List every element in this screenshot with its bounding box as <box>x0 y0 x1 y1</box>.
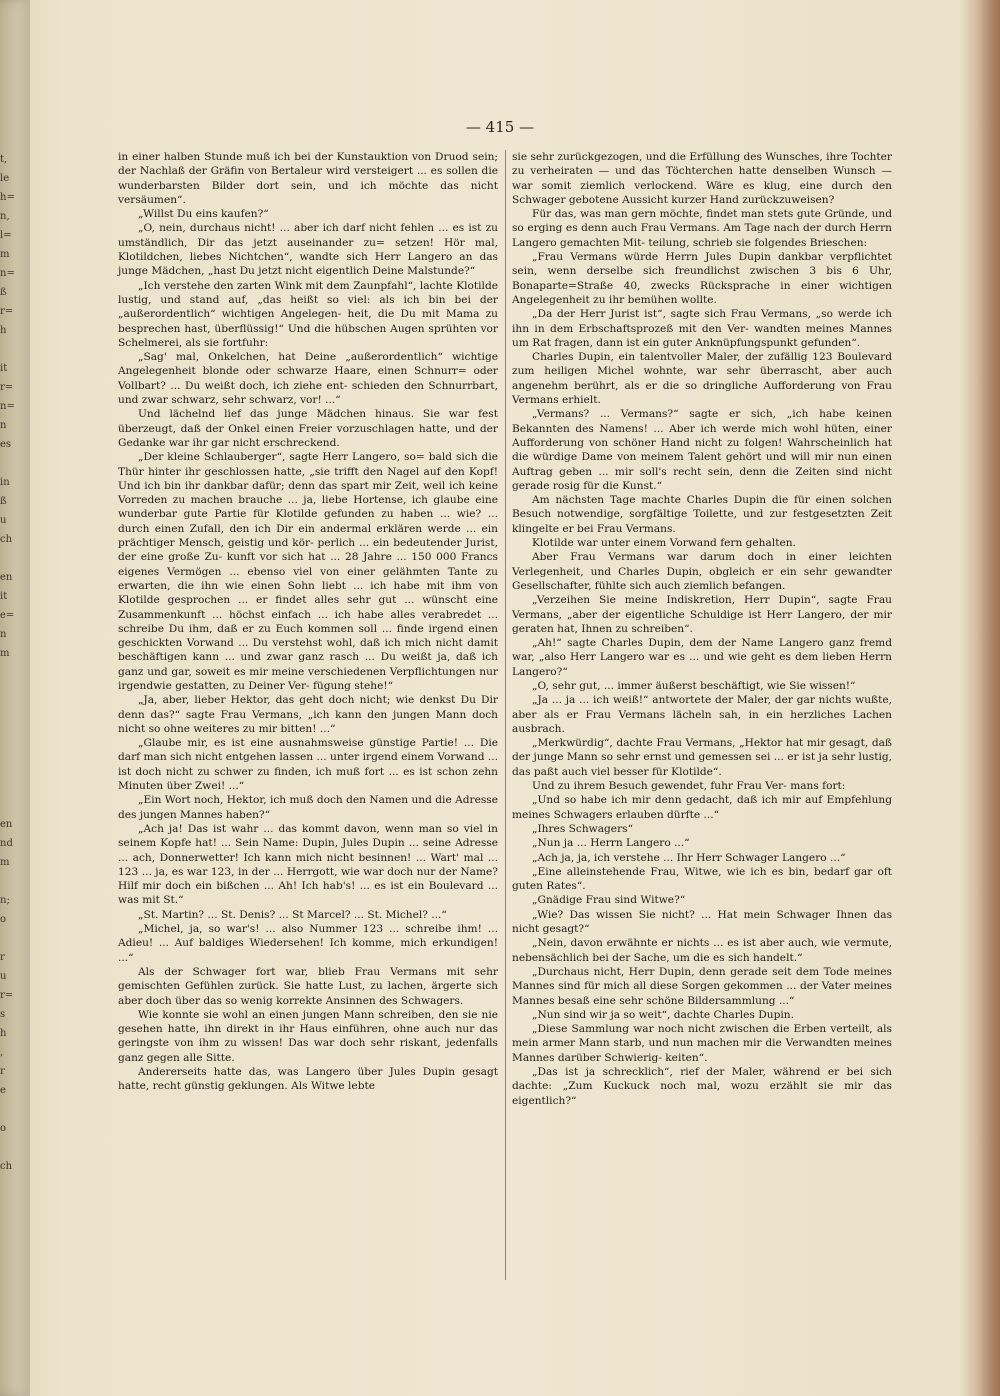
paragraph: „Ach ja! Das ist wahr ... das kommt davon, wenn man so viel in seinem Kopfe hat! ... Sein Name: Dupin, Jules Dupin ... seine Adresse ... ach, Donnerwetter! Ich kann mich nicht besinnen! ... Wart' mal ... 123 ... ja, es war 123, in der ... Herrgott, wie war doch nur der Name? Hilf mir doch ein bißchen ... Ah! Ich hab's! ... es ist ein Boulevard ... was mit St.“ <box>118 822 498 907</box>
paragraph: „Nun ja ... Herrn Langero ...“ <box>532 837 690 850</box>
paragraph: „Vermans? ... Vermans?“ sagte er sich, „ich habe keinen Bekannten des Namens! ... Aber ich werde mich wohl hüten, einer Aufforderung von schöner Hand nicht zu folgen! Wahrscheinlich hat die würdige Dame von meinem Talent gehört und will mir nun einen Auftrag geben ... mir soll's recht sein, denn die Zeiten sind nicht gerade rosig für die Kunst.“ <box>512 408 892 492</box>
paragraph: in einer halben Stunde muß ich bei der Kunstauktion von Druod sein; der Nachlaß der Gräfin von Bertaleur wird versteigert ... es sollen die wunderbarsten Bilder dort sein, und ich möchte das nicht versäumen“. <box>118 151 498 206</box>
paragraph: „Verzeihen Sie meine Indiskretion, Herr Dupin“, sagte Frau Vermans, „aber der eigentliche Schuldige ist Herr Langero, der mir geraten hat, Ihnen zu schreiben“. <box>512 594 892 635</box>
paragraph: Aber Frau Vermans war darum doch in einer leichten Verlegenheit, und Charles Dupin, obgleich er ein sehr gewandter Gesellschafter, fühlte sich auch ziemlich befangen. <box>512 551 892 592</box>
paragraph: „Das ist ja schrecklich“, rief der Maler, während er bei sich dachte: „Zum Kuckuck noch mal, wozu erzählt sie mir das eigentlich?“ <box>512 1066 892 1107</box>
paragraph: „Diese Sammlung war noch nicht zwischen die Erben verteilt, als mein armer Mann starb, und nun machen mir die Verwandten meines Mannes darüber Schwierig- keiten“. <box>512 1023 892 1064</box>
paragraph: „Glaube mir, es ist eine ausnahmsweise günstige Partie! ... Die darf man sich nicht entgehen lassen ... unter irgend einem Vorwand ... ist doch nicht zu schwer zu finden, ich muß fort ... es ist schon zehn Minuten über Zwei! ...“ <box>118 737 498 793</box>
page-edge-shadow <box>978 0 1000 1396</box>
paragraph: Und zu ihrem Besuch gewendet, fuhr Frau Ver- mans fort: <box>532 780 846 793</box>
previous-page-edge <box>0 0 30 1396</box>
paragraph: „Ich verstehe den zarten Wink mit dem Zaunpfahl“, lachte Klotilde lustig, und stand auf, „das heißt so viel: als ich bin bei der „außerordentlich“ wichtigen Angelegen- heit, die Du mit Mama zu besprechen hast, überflüssig!“ Und die hübschen Augen sprühten vor Schelmerei, als sie fortfuhr: <box>118 279 498 349</box>
paragraph: „Sag' mal, Onkelchen, hat Deine „außerordentlich“ wichtige Angelegenheit blonde oder schwarze Haare, einen Schnurr= oder Vollbart? ... Du weißt doch, ich ziehe ent- schieden den Schnurrbart, und zwar schwarz, sehr schwarz, vor! ...“ <box>118 351 498 407</box>
right-column <box>512 150 892 1108</box>
left-column <box>118 150 498 1094</box>
paragraph: „Da der Herr Jurist ist“, sagte sich Frau Vermans, „so werde ich ihn in dem Erbschaftsprozeß mit den Ver- wandten meines Mannes um Rat fragen, dann ist ein guter Anknüpfungspunkt gefunden“. <box>512 308 892 349</box>
paragraph: „Ein Wort noch, Hektor, ich muß doch den Namen und die Adresse des jungen Mannes haben?“ <box>118 794 498 821</box>
paragraph: „Merkwürdig“, dachte Frau Vermans, „Hektor hat mir gesagt, daß der junge Mann so sehr ernst und gemessen sei ... er ist ja sehr lustig, das paßt auch viel besser für Klotilde“. <box>512 737 892 778</box>
paragraph: „Ah!“ sagte Charles Dupin, dem der Name Langero ganz fremd war, „also Herr Langero war es ... und wie geht es dem lieben Herrn Langero?“ <box>512 637 892 678</box>
paragraph: „Wie? Das wissen Sie nicht? ... Hat mein Schwager Ihnen das nicht gesagt?“ <box>512 908 892 936</box>
paragraph: Wie konnte sie wohl an einen jungen Mann schreiben, den sie nie gesehen hatte, ihn direkt in ihr Haus einführen, ohne auch nur das geringste von ihm zu wissen! Das war doch sehr riskant, jedenfalls ganz gegen alle Sitte. <box>118 1008 498 1064</box>
paragraph: „Michel, ja, so war's! ... also Nummer 123 ... schreibe ihm! ... Adieu! ... Auf baldiges Wiedersehen! Ich komme, mich erkundigen! ...“ <box>118 923 498 964</box>
paragraph: „Frau Vermans würde Herrn Jules Dupin dankbar verpflichtet sein, wenn derselbe sich freundlichst zwischen 3 bis 6 Uhr, Bonaparte=Straße 40, zwecks Rücksprache in einer wichtigen Angelegenheit zu ihr bemühen wollte. <box>512 251 892 306</box>
paragraph: Als der Schwager fort war, blieb Frau Vermans mit sehr gemischten Gefühlen zurück. Sie hatte Lust, zu lachen, ärgerte sich aber doch über das so wenig korrekte Ansinnen des Schwagers. <box>118 965 498 1007</box>
paragraph: „Ja ... ja ... ich weiß!“ antwortete der Maler, der gar nichts wußte, aber als er Frau Vermans lächeln sah, in ein herzliches Lachen ausbrach. <box>512 694 892 735</box>
paragraph: Andererseits hatte das, was Langero über Jules Dupin gesagt hatte, recht günstig geklungen. Als Witwe lebte <box>118 1066 498 1093</box>
paragraph: „Gnädige Frau sind Witwe?“ <box>532 894 686 907</box>
paragraph: „Durchaus nicht, Herr Dupin, denn gerade seit dem Tode meines Mannes sind für mich all diese Sorgen gekommen ... der Vater meines Mannes besaß eine sehr schöne Bildersammlung ...“ <box>512 965 892 1007</box>
page-number: — 415 — <box>465 118 535 136</box>
paragraph: Am nächsten Tage machte Charles Dupin die für einen solchen Besuch notwendige, sorgfältige Toilette, und zur festgesetzten Zeit klingelte er bei Frau Vermans. <box>512 494 892 535</box>
paragraph: „O, nein, durchaus nicht! ... aber ich darf nicht fehlen ... es ist zu umständlich, Dir das jetzt auseinander zu= setzen! Hör mal, Klotildchen, liebes Nichtchen“, wandte sich Herr Langero an das junge Mädchen, „hast Du jetzt nicht eigentlich Deine Malstunde?“ <box>118 222 498 278</box>
paragraph: „Nun sind wir ja so weit“, dachte Charles Dupin. <box>532 1008 794 1021</box>
paragraph: „Willst Du eins kaufen?“ <box>138 208 269 221</box>
paragraph: Und lächelnd lief das junge Mädchen hinaus. Sie war fest überzeugt, daß der Onkel einen Freier vorzuschlagen hatte, und der Gedanke war ihr gar nicht erschreckend. <box>118 408 498 449</box>
paragraph: „St. Martin? ... St. Denis? ... St Marcel? ... St. Michel? ...“ <box>138 908 447 921</box>
paragraph: „O, sehr gut, ... immer äußerst beschäftigt, wie Sie wissen!“ <box>532 679 856 692</box>
paragraph: „Nein, davon erwähnte er nichts ... es ist aber auch, wie vermute, nebensächlich bei der Sache, um die es sich handelt.“ <box>512 937 892 964</box>
paragraph: „Ach ja, ja, ich verstehe ... Ihr Herr Schwager Langero ...“ <box>532 851 846 864</box>
paragraph: „Ja, aber, lieber Hektor, das geht doch nicht; wie denkst Du Dir denn das?“ sagte Frau Vermans, „ich kann den jungen Mann doch nicht so ohne weiteres zu mir bitten! ...“ <box>118 694 498 735</box>
paragraph: „Eine alleinstehende Frau, Witwe, wie ich es bin, bedarf gar oft guten Rates“. <box>512 865 892 893</box>
paragraph: Klotilde war unter einem Vorwand fern gehalten. <box>532 537 796 550</box>
column-divider <box>505 150 506 1280</box>
previous-page-fragments: t, le h= n, l= m n= ß r= h it r= n= n es in ß u ch en it e= n m en nd m n; o r u r= s h , r e o ch <box>0 154 15 1172</box>
paragraph: Für das, was man gern möchte, findet man stets gute Gründe, und so erging es denn auch Frau Vermans. Am Tage nach der durch Herrn Langero gemachten Mit- teilung, schrieb sie folgendes Brieschen: <box>512 208 892 249</box>
paragraph: „Und so habe ich mir denn gedacht, daß ich mir auf Empfehlung meines Schwagers erlauben dürfte ...“ <box>512 794 892 821</box>
paragraph: „Ihres Schwagers“ <box>532 822 633 835</box>
paragraph: Charles Dupin, ein talentvoller Maler, der zufällig 123 Boulevard zum heiligen Michel wohnte, war sehr überrascht, aber auch angenehm berührt, als er die so dringliche Aufforderung von Frau Vermans erhielt. <box>512 351 892 407</box>
paragraph: „Der kleine Schlauberger“, sagte Herr Langero, so= bald sich die Thür hinter ihr geschlossen hatte, „sie trifft den Nagel auf den Kopf! Und ich bin ihr dankbar dafür; denn das spart mir Zeit, weil ich keine Vorreden zu machen brauche ... ja, liebe Hortense, ich glaube eine wunderbar gute Partie für Klotilde gefunden zu haben ... wie? ... durch einen Zufall, den ich Dir ein andermal erklären werde ... ein prächtiger Mensch, geistig und kör- perlich ... ein bedeutender Jurist, der eine große Zu- kunft vor sich hat ... 28 Jahre ... 150 000 Francs eigenes Vermögen ... ebenso viel von einer gelähmten Tante zu erwarten, die ihn wie einen Sohn liebt ... ich habe mit ihm von Klotilde gesprochen ... er findet alles sehr gut ... wünscht eine Zusammenkunft ... höchst einfach ... ich habe alles verabredet ... schreibe Du ihm, daß er zu Euch kommen soll ... finde irgend einen geschickten Vorwand ... Du verstehst wohl, daß ich mich nicht damit beschäftigen kann ... und zwar ganz rasch ... Du weißt ja, daß ich ganz und gar, soweit es mir meine verschiedenen Verpflichtungen nur irgendwie gestatten, zu Deiner Ver- fügung stehe!“ <box>118 451 498 692</box>
paragraph: sie sehr zurückgezogen, und die Erfüllung des Wunsches, ihre Tochter zu verheiraten — und das Töchterchen hatte denselben Wunsch — war somit ziemlich verlockend. Wäre es klug, eine durch den Schwager gebotene Aussicht kurzer Hand zurückzuweisen? <box>512 151 892 206</box>
